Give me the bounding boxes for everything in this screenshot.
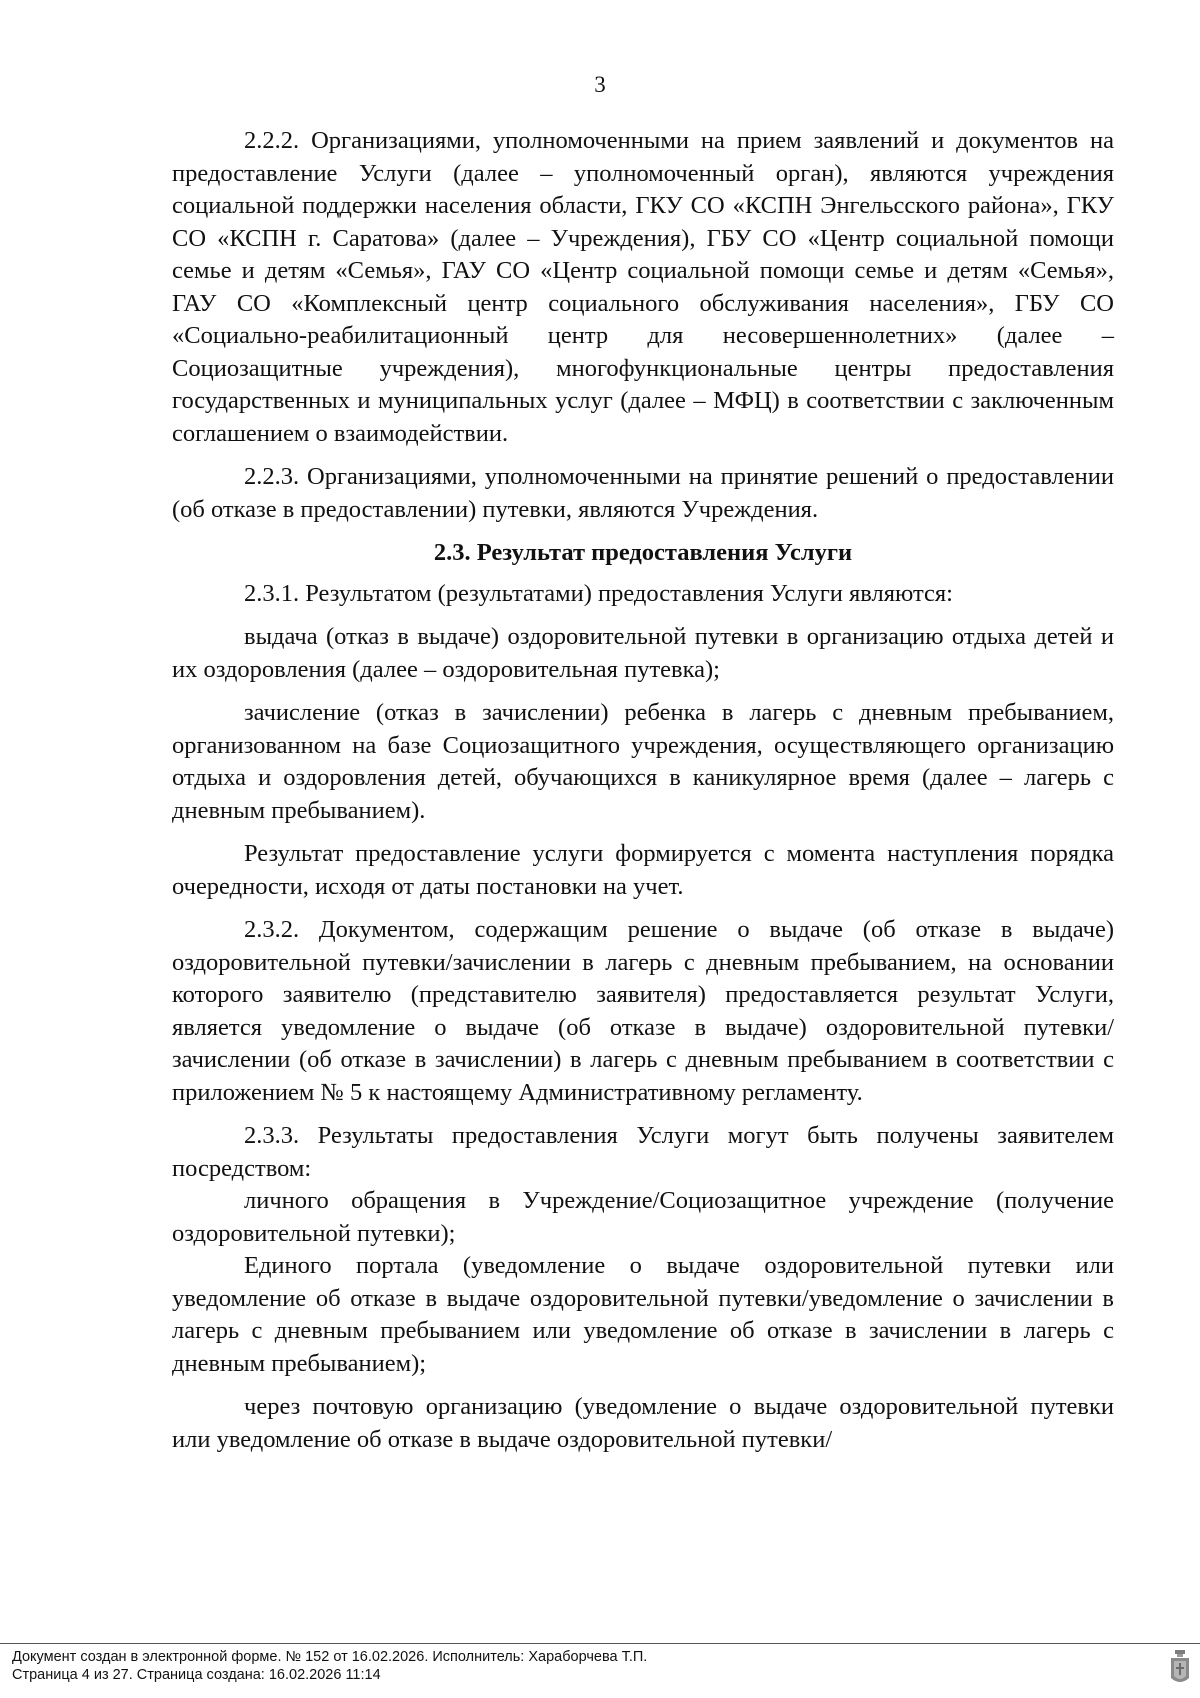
footer-line-document: Документ создан в электронной форме. № 152 от 16.02.2026. Исполнитель: Хараборчева Т.П. — [12, 1649, 648, 1665]
document-body — [172, 125, 1114, 1467]
paragraph-2-3-3-item-post: через почтовую организацию (уведомление о выдаче оздоровительной путевки или уведомление об отказе в выдаче оздоровительной путевки/ — [172, 1393, 1114, 1453]
page-number: 3 — [594, 72, 606, 97]
paragraph-2-2-2: 2.2.2. Организациями, уполномоченными на прием заявлений и документов на предоставление Услуги (далее – уполномоченный орган), являются учреждения социальной поддержки населения области, ГКУ СО «КСПН Энгельсского района», ГКУ СО «КСПН г. Саратова» (далее – Учреждения), ГБУ СО «Центр социальной помощи семье и детям «Семья», ГАУ СО «Центр социальной помощи семье и детям «Семья», ГАУ СО «Комплексный центр социального обслуживания населения», ГБУ СО «Социально-реабилитационный центр для несовершеннолетних» (далее – Социозащитные учреждения), многофункциональные центры предоставления государственных и муниципальных услуг (далее – МФЦ) в соответствии с заключенным соглашением о взаимодействии. — [172, 127, 1114, 447]
paragraph-2-3-3-item-portal: Единого портала (уведомление о выдаче оздоровительной путевки или уведомление об отказе в выдаче оздоровительной путевки/уведомление о зачислении в лагерь с дневным пребыванием или уведомление об отказе в зачислении в лагерь с дневным пребыванием); — [172, 1252, 1114, 1377]
paragraph-2-3-1: 2.3.1. Результатом (результатами) предоставления Услуги являются: — [244, 579, 953, 607]
paragraph-2-3-1-item-voucher: выдача (отказ в выдаче) оздоровительной путевки в организацию отдыха детей и их оздоровления (далее – оздоровительная путевка); — [172, 623, 1114, 683]
footer-divider — [0, 1643, 1200, 1644]
coat-of-arms-icon — [1168, 1650, 1192, 1688]
paragraph-2-3-1-item-camp: зачисление (отказ в зачислении) ребенка в лагерь с дневным пребыванием, организованном на базе Социозащитного учреждения, осуществляющего организацию отдыха и оздоровления детей, обучающихся в каникулярное время (далее – лагерь с дневным пребыванием). — [172, 699, 1114, 824]
footer-line-page: Страница 4 из 27. Страница создана: 16.02.2026 11:14 — [12, 1667, 381, 1683]
section-heading-2-3: 2.3. Результат предоставления Услуги — [433, 539, 853, 566]
paragraph-2-2-3: 2.2.3. Организациями, уполномоченными на принятие решений о предоставлении (об отказе в предоставлении) путевки, являются Учреждения. — [172, 463, 1114, 523]
paragraph-2-3-2: 2.3.2. Документом, содержащим решение о выдаче (об отказе в выдаче) оздоровительной путевки/зачислении в лагерь с дневным пребыванием, на основании которого заявителю (представителю заявителя) предоставляется результат Услуги, является уведомление о выдаче (об отказе в выдаче) оздоровительной путевки/зачислении (об отказе в зачислении) в лагерь с дневным пребыванием в соответствии с приложением № 5 к настоящему Административному регламенту. — [172, 916, 1114, 1106]
footer — [12, 1648, 647, 1684]
paragraph-2-3-3-item-personal: личного обращения в Учреждение/Социозащитное учреждение (получение оздоровительной путевки); — [172, 1187, 1114, 1247]
paragraph-2-3-3: 2.3.3. Результаты предоставления Услуги могут быть получены заявителем посредством: — [172, 1122, 1114, 1182]
paragraph-2-3-1-result: Результат предоставление услуги формируется с момента наступления порядка очередности, исходя от даты постановки на учет. — [172, 840, 1114, 900]
